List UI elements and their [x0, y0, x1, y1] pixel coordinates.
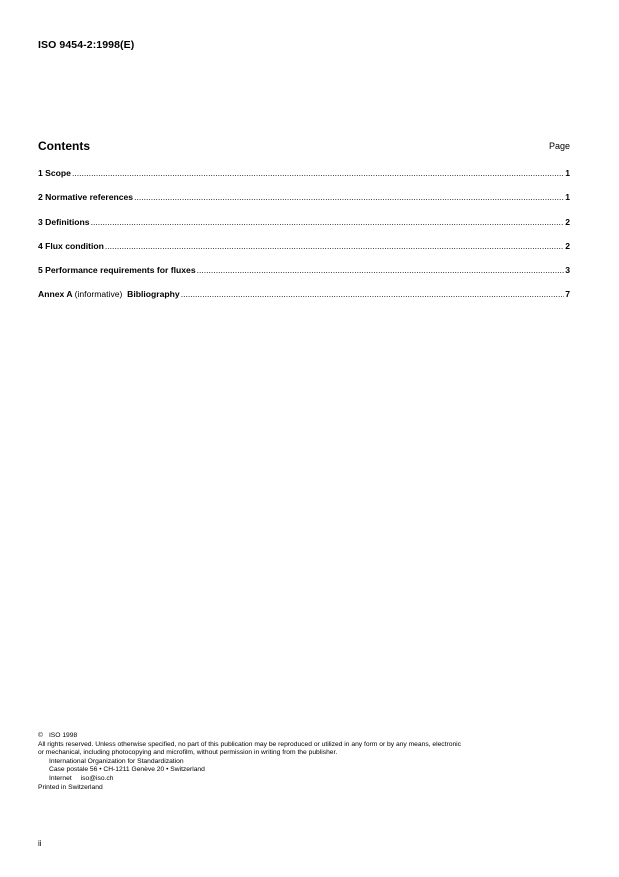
rights-line-2: or mechanical, including photocopying and microfilm, without permission in writing from the publisher. — [38, 749, 338, 757]
toc-entry-label: 2 Normative references — [38, 192, 134, 203]
toc-entry-page: 1 — [565, 168, 570, 178]
copyright-symbol: © — [38, 732, 43, 739]
contents-heading-row — [38, 139, 570, 155]
page-column-label: Page — [548, 141, 570, 151]
toc-entry-label — [38, 289, 180, 299]
toc-entry-page: 2 — [565, 240, 570, 251]
toc-entry-normative-references[interactable] — [38, 192, 570, 216]
toc-entry-definitions[interactable] — [38, 217, 570, 241]
toc-entry-annex-a[interactable] — [38, 289, 570, 313]
table-of-contents — [38, 168, 570, 314]
toc-entry-label: 1 Scope — [38, 168, 71, 178]
internet-email[interactable]: iso@iso.ch — [80, 774, 114, 782]
internet-line — [38, 775, 578, 784]
page-number: ii — [38, 839, 42, 848]
annex-title: Bibliography — [127, 289, 180, 300]
organization-name: International Organization for Standardization — [49, 757, 184, 765]
toc-entry-performance-requirements[interactable] — [38, 265, 570, 289]
toc-entry-label: 3 Definitions — [38, 216, 90, 227]
printed-in: Printed in Switzerland — [38, 783, 103, 791]
contents-title: Contents — [38, 139, 90, 153]
toc-dot-leader — [197, 265, 565, 275]
internet-label: Internet — [49, 774, 72, 782]
copyright-line — [38, 732, 578, 741]
toc-entry-page: 3 — [565, 265, 570, 276]
copyright-text: ISO 1998 — [48, 732, 78, 739]
toc-dot-leader — [181, 289, 565, 299]
toc-entry-page: 2 — [565, 216, 570, 227]
toc-entry-page: 1 — [565, 192, 570, 203]
copyright-footer — [38, 732, 578, 792]
toc-dot-leader — [134, 192, 564, 202]
toc-dot-leader — [72, 168, 564, 178]
toc-entry-flux-condition[interactable] — [38, 241, 570, 265]
organization-address: Case postale 56 • CH-1211 Genève 20 • Switzerland — [49, 766, 205, 774]
toc-entry-label: 4 Flux condition — [38, 240, 104, 251]
toc-dot-leader — [105, 241, 564, 251]
toc-entry-label: 5 Performance requirements for fluxes — [38, 265, 196, 276]
rights-line-1: All rights reserved. Unless otherwise specified, no part of this publication may be reproduced or utilized in any form or by any means, electronic — [38, 740, 462, 748]
annex-type: (informative) — [74, 289, 123, 300]
toc-entry-scope[interactable] — [38, 168, 570, 192]
toc-entry-page: 7 — [565, 289, 570, 300]
document-id-header: ISO 9454-2:1998(E) — [38, 39, 135, 51]
annex-label: Annex A — [38, 289, 73, 300]
toc-dot-leader — [91, 217, 565, 227]
